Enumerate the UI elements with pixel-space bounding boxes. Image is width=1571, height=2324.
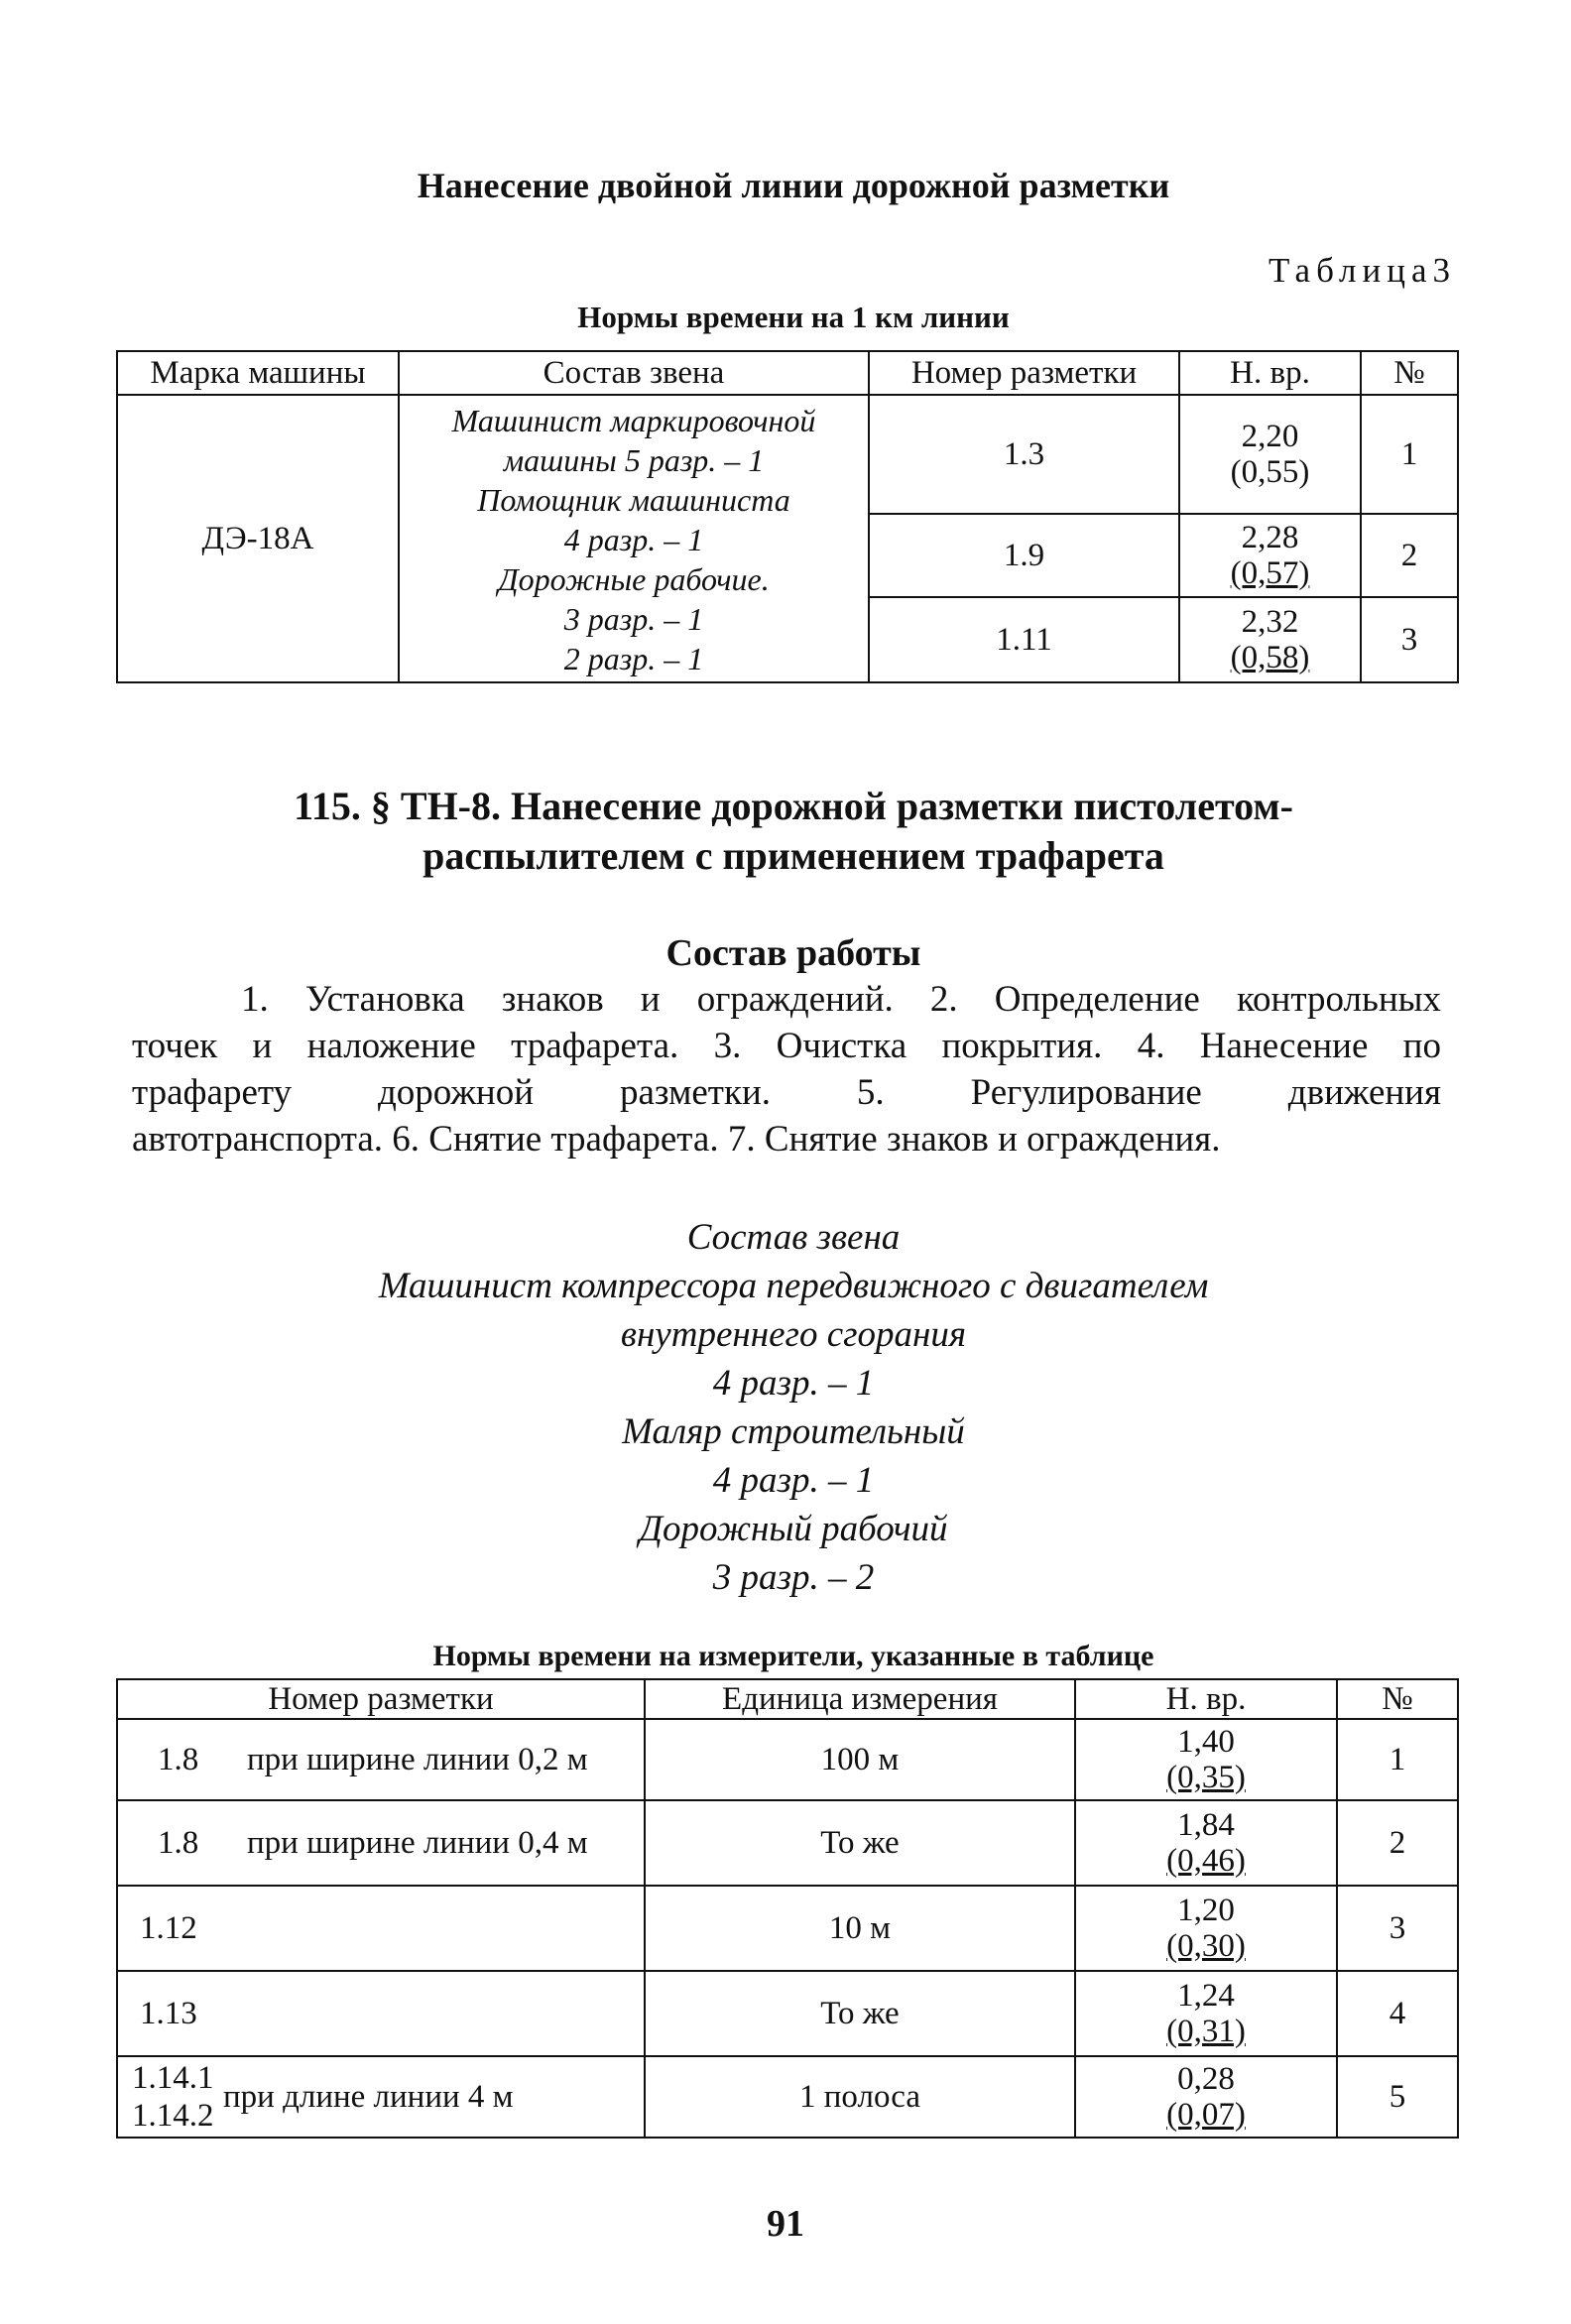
- unit-cell: То же: [645, 1971, 1075, 2056]
- crew-line: Машинист маркировочной: [451, 403, 816, 438]
- table-row: [117, 1719, 1458, 1800]
- norm-value-machine: (0,07): [1166, 2097, 1246, 2133]
- unit-cell: 1 полоса: [645, 2056, 1075, 2138]
- crew-line: Машинист компрессора передвижного с двигателем: [378, 1266, 1209, 1306]
- marking-cell: 1.9: [869, 514, 1179, 597]
- marking-cell: 1.11: [869, 597, 1179, 682]
- crew-cell: [399, 395, 869, 682]
- header-number: №: [1337, 1679, 1458, 1719]
- table-row: [117, 2056, 1458, 2138]
- norm-value-machine: (0,57): [1230, 555, 1310, 591]
- norm-value: 1,84: [1177, 1807, 1235, 1843]
- marking-code: 1.8: [158, 1742, 199, 1777]
- marking-code: 1.13: [140, 1996, 197, 2031]
- machine-cell: ДЭ-18А: [117, 395, 399, 682]
- marking-cell: [117, 1719, 645, 1800]
- crew-line: 2 разр. – 1: [563, 641, 704, 676]
- norm-value-machine: (0,55): [1230, 454, 1310, 490]
- norm-value-machine: (0,31): [1166, 2014, 1246, 2049]
- header-number: №: [1361, 351, 1458, 395]
- marking-cell: [117, 1800, 645, 1886]
- crew-line: машины 5 разр. – 1: [503, 442, 765, 478]
- norms-table-2: [116, 1678, 1459, 2139]
- norm-cell: [1075, 1886, 1337, 1971]
- row-number: 1: [1337, 1719, 1458, 1800]
- norm-value: 1,20: [1177, 1893, 1235, 1928]
- header-marking: Номер разметки: [869, 351, 1179, 395]
- work-title: Состав работы: [665, 932, 921, 974]
- work-paragraph: [132, 976, 1441, 1162]
- header-machine: Марка машины: [117, 351, 399, 395]
- row-number: 2: [1361, 514, 1458, 597]
- table-row: [117, 1886, 1458, 1971]
- work-line: 1. Установка знаков и ограждений. 2. Определение контрольных: [241, 979, 1441, 1020]
- crew-line: 3 разр. – 2: [712, 1557, 875, 1598]
- table-header-row: [117, 351, 1458, 395]
- norm-value: 2,28: [1241, 520, 1299, 555]
- work-line: трафарету дорожной разметки. 5. Регулирование движения: [132, 1072, 1441, 1113]
- header-marking: Номер разметки: [117, 1679, 645, 1719]
- table-header-row: [117, 1679, 1458, 1719]
- crew-line: 4 разр. – 1: [712, 1460, 875, 1501]
- marking-code: 1.14.1: [132, 2060, 214, 2096]
- norm-value: 2,20: [1241, 419, 1299, 454]
- section-heading: [179, 782, 1408, 881]
- norm-cell: [1075, 1719, 1337, 1800]
- norm-value: 1,24: [1177, 1978, 1235, 2014]
- marking-code: 1.14.2: [132, 2098, 214, 2134]
- norms-table-1: [116, 350, 1459, 683]
- table-row: [117, 1971, 1458, 2056]
- marking-cell: [117, 1886, 645, 1971]
- norm-cell: [1179, 514, 1361, 597]
- marking-desc: при ширине линии 0,4 м: [247, 1825, 588, 1861]
- marking-cell: [117, 1971, 645, 2056]
- marking-desc: при ширине линии 0,2 м: [247, 1742, 588, 1777]
- norm-value-machine: (0,58): [1230, 640, 1310, 675]
- norm-value-machine: (0,35): [1166, 1760, 1246, 1795]
- norm-cell: [1075, 2056, 1337, 2138]
- marking-cell: 1.3: [869, 395, 1179, 514]
- marking-cell: [117, 2056, 645, 2138]
- row-number: 5: [1337, 2056, 1458, 2138]
- crew-line: внутреннего сгорания: [620, 1314, 967, 1355]
- norm-value-machine: (0,46): [1166, 1843, 1246, 1879]
- marking-code: 1.8: [158, 1825, 199, 1861]
- unit-cell: То же: [645, 1800, 1075, 1886]
- section-heading-line: распылителем с применением трафарета: [423, 833, 1164, 878]
- marking-desc: при длине линии 4 м: [223, 2079, 514, 2115]
- section-title: Нанесение двойной линии дорожной разметки: [417, 166, 1170, 205]
- crew-line: Дорожные рабочие.: [498, 561, 770, 597]
- row-number: 3: [1337, 1886, 1458, 1971]
- norm-cell: [1179, 597, 1361, 682]
- norm-value: 2,32: [1241, 604, 1299, 640]
- crew-line: Маляр строительный: [622, 1411, 965, 1452]
- unit-cell: 10 м: [645, 1886, 1075, 1971]
- page-number: 91: [767, 2203, 804, 2245]
- row-number: 2: [1337, 1800, 1458, 1886]
- header-norm: Н. вр.: [1075, 1679, 1337, 1719]
- header-norm: Н. вр.: [1179, 351, 1361, 395]
- work-line: автотранспорта. 6. Снятие трафарета. 7. Снятие знаков и ограждения.: [132, 1119, 1221, 1160]
- crew-line: 4 разр. – 1: [712, 1363, 875, 1404]
- crew-block: [198, 1262, 1389, 1602]
- section-heading-line: 115. § ТН-8. Нанесение дорожной разметки пистолетом-: [294, 784, 1293, 828]
- norm-cell: [1075, 1800, 1337, 1886]
- crew-title: Состав звена: [686, 1217, 901, 1258]
- crew-line: Дорожный рабочий: [639, 1509, 948, 1549]
- norm-value: 1,40: [1177, 1724, 1235, 1760]
- norm-cell: [1075, 1971, 1337, 2056]
- crew-line: Помощник машиниста: [477, 482, 790, 518]
- row-number: 3: [1361, 597, 1458, 682]
- norm-value-machine: (0,30): [1166, 1928, 1246, 1964]
- norm-cell: [1179, 395, 1361, 514]
- norm-value: 0,28: [1177, 2061, 1235, 2097]
- row-number: 1: [1361, 395, 1458, 514]
- table-title: Нормы времени на измерители, указанные в таблице: [432, 1640, 1154, 1672]
- table-subtitle: Нормы времени на 1 км линии: [577, 300, 1010, 334]
- table-row: [117, 1800, 1458, 1886]
- unit-cell: 100 м: [645, 1719, 1075, 1800]
- table-label: Таблица3: [1269, 251, 1456, 290]
- header-unit: Единица измерения: [645, 1679, 1075, 1719]
- work-line: точек и наложение трафарета. 3. Очистка покрытия. 4. Нанесение по: [132, 1026, 1441, 1066]
- marking-code: 1.12: [140, 1910, 197, 1946]
- row-number: 4: [1337, 1971, 1458, 2056]
- crew-line: 3 разр. – 1: [563, 601, 704, 637]
- header-crew: Состав звена: [399, 351, 869, 395]
- crew-line: 4 разр. – 1: [563, 522, 704, 557]
- table-row: [117, 395, 1458, 514]
